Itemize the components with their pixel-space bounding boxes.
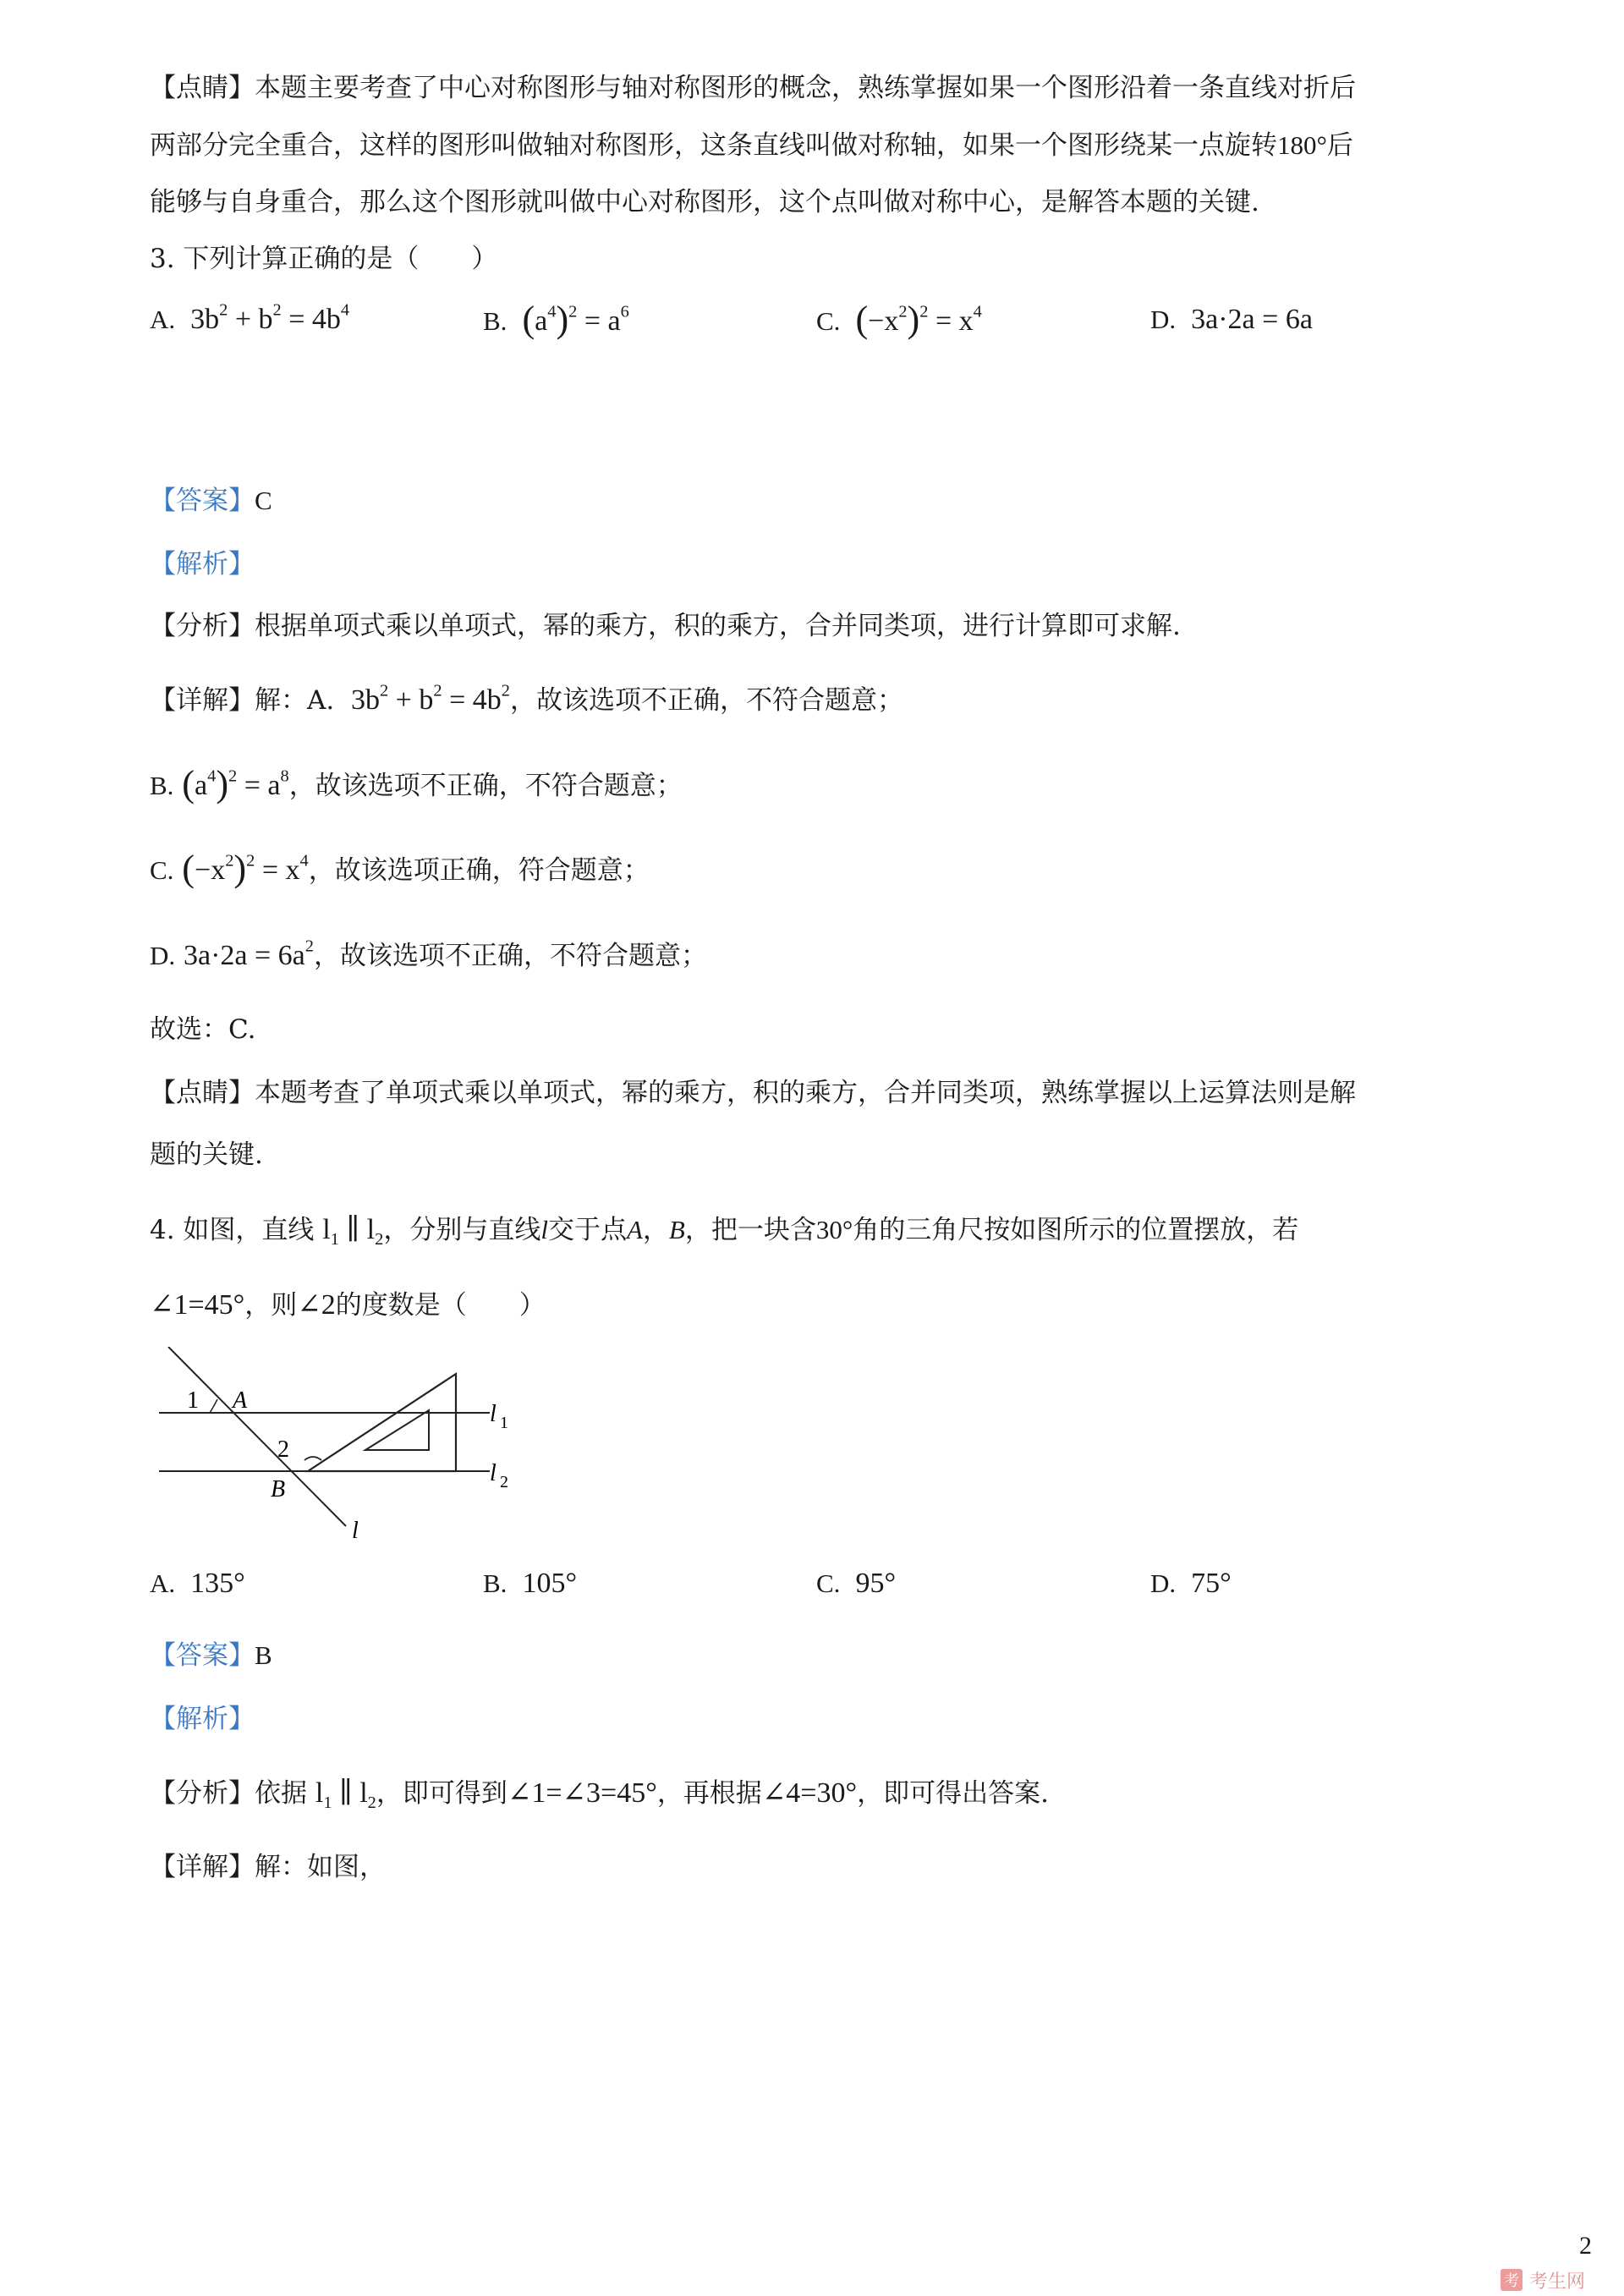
q3-option-a-expr: $3b^2 + b^2 = 4b^4$	[190, 300, 350, 335]
q4-fenxi: 【分析】依据 $l_1$ ∥ $l_2$，即可得到∠1=∠3=45°，再根据∠4=30°，即可得出答案.	[150, 1777, 1049, 1813]
dianjing-tag: 【点睛】	[150, 73, 255, 103]
q4-option-d: D. 75°	[1150, 1568, 1232, 1599]
q3-step-c: C. $(-x^2)^2 = x^4$，故该选项正确，符合题意；	[150, 848, 650, 889]
label-l1: l	[490, 1401, 497, 1427]
q3-analysis-tag: 【解析】	[150, 549, 255, 579]
dianjing-q2-line2: 两部分完全重合，这样的图形叫做轴对称图形，这条直线叫做对称轴，如果一个图形绕某一点旋转180°后	[150, 130, 1353, 161]
q3-choice: 故选：C.	[150, 1014, 256, 1045]
q4-analysis-tag: 【解析】	[150, 1704, 255, 1734]
label-l2-sub: 2	[500, 1473, 508, 1491]
q3-dianjing-line1: 【点睛】本题考查了单项式乘以单项式，幂的乘方，积的乘方，合并同类项，熟练掌握以上运算法则是解	[150, 1078, 1356, 1108]
q3-option-a: A. $3b^2 + b^2 = 4b^4$	[150, 300, 350, 335]
q3-option-b: B. $(a^4)^2 = a^6$	[483, 299, 629, 340]
angle-1-arc	[210, 1399, 217, 1413]
q4-option-b: B. 105°	[483, 1568, 578, 1599]
label-A: A	[233, 1387, 248, 1414]
label-angle-1: 1	[187, 1387, 199, 1414]
q3-option-c: C. $(-x^2)^2 = x^4$	[816, 299, 982, 340]
q3-step-b: B. $(a^4)^2 = a^8$，故该选项不正确，不符合题意；	[150, 763, 683, 805]
q3-option-b-expr: $(a^4)^2 = a^6$	[522, 299, 629, 340]
label-l1-sub: 1	[500, 1414, 508, 1432]
dianjing-q2-line1: 【点睛】本题主要考查了中心对称图形与轴对称图形的概念，熟练掌握如果一个图形沿着一条直线对折后	[150, 73, 1356, 103]
watermark-text: 考生网	[1528, 2271, 1585, 2293]
label-angle-2: 2	[277, 1436, 289, 1463]
q3-step-a: 【详解】解：A. $3b^2 + b^2 = 4b^2$，故该选项不正确，不符合题意；	[150, 681, 903, 716]
set-square-inner	[365, 1410, 429, 1450]
dianjing-q2-line3: 能够与自身重合，那么这个图形就叫做中心对称图形，这个点叫做对称中心，是解答本题的关键.	[150, 187, 1259, 217]
q4-answer: 【答案】B	[150, 1640, 272, 1671]
label-l: l	[352, 1518, 359, 1541]
q4-xiangjie: 【详解】解：如图，	[150, 1852, 386, 1882]
q4-option-a: A. 135°	[150, 1568, 245, 1599]
label-l2: l	[490, 1460, 497, 1486]
q3-option-d-expr: 3a·2a = 6a	[1191, 304, 1313, 335]
q3-stem: 3. 下列计算正确的是（ ）	[150, 244, 498, 274]
q3-step-d: D. $3a\cdot 2a = 6a^2$，故该选项不正确，不符合题意；	[150, 937, 707, 971]
watermark-icon: 考	[1501, 2269, 1522, 2291]
q3-option-c-expr: $(-x^2)^2 = x^4$	[855, 299, 982, 340]
q3-answer: 【答案】C	[150, 486, 272, 516]
q3-option-d: D. 3a·2a = 6a	[1150, 304, 1313, 335]
q3-fenxi: 【分析】根据单项式乘以单项式，幂的乘方，积的乘方，合并同类项，进行计算即可求解.	[150, 611, 1181, 641]
q4-option-c: C. 95°	[816, 1568, 897, 1599]
q4-stem-line1: 4. 如图，直线 $l_1$ ∥ $l_2$，分别与直线l交于点A，B，把一块含30°角的三角尺按如图所示的位置摆放，若	[150, 1214, 1299, 1250]
line-l	[168, 1347, 346, 1526]
page-number: 2	[1579, 2232, 1592, 2260]
q4-stem-line2: ∠1=45°，则∠2的度数是（ ）	[150, 1289, 546, 1321]
label-B: B	[271, 1476, 286, 1502]
angle-2-arc	[304, 1457, 321, 1460]
q3-dianjing-line2: 题的关键.	[150, 1140, 263, 1170]
geometry-figure	[150, 1347, 522, 1541]
watermark-logo	[1501, 2267, 1585, 2293]
set-square	[308, 1374, 456, 1471]
